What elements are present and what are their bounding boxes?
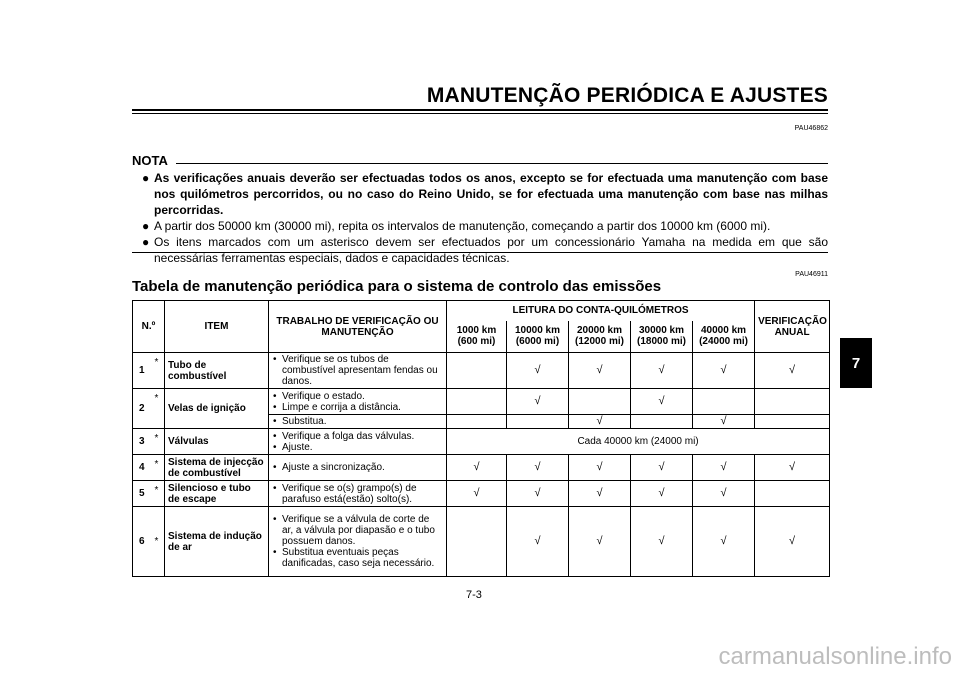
row-number: 5 — [133, 481, 155, 507]
check-cell: √ — [631, 481, 693, 507]
row-work: • Verifique se a válvula de corte de ar, a válvula por diapasão e o tubo possuem danos. • Substitua eventuais peças danificadas, caso seja necessário. — [269, 507, 447, 577]
nota-item-text: Os itens marcados com um asterisco devem ser efectuados por um concessionário Yamaha na medida em que são necessárias ferramentas especiais, dados e capacidades técnicas. — [154, 235, 828, 265]
row-number: 4 — [133, 455, 155, 481]
nota-item — [132, 218, 828, 234]
check-cell: √ — [631, 389, 693, 415]
check-cell — [631, 415, 693, 429]
check-cell: √ — [569, 455, 631, 481]
asterisk: * — [155, 507, 165, 577]
check-cell: √ — [507, 481, 569, 507]
asterisk: * — [155, 481, 165, 507]
nota-item — [132, 234, 828, 266]
row-item: Sistema de indução de ar — [165, 507, 269, 577]
asterisk: * — [155, 455, 165, 481]
check-cell — [507, 415, 569, 429]
check-cell: √ — [447, 455, 507, 481]
header-odometer: LEITURA DO CONTA-QUILÓMETROS — [447, 301, 755, 321]
interval-note: Cada 40000 km (24000 mi) — [447, 429, 830, 455]
check-cell: √ — [693, 507, 755, 577]
table-row — [133, 481, 830, 507]
header-item: ITEM — [165, 301, 269, 353]
chapter-tab: 7 — [840, 338, 872, 388]
check-cell — [569, 389, 631, 415]
nota-item-text: A partir dos 50000 km (30000 mi), repita os intervalos de manutenção, começando a partir dos 10000 km (6000 mi). — [154, 219, 771, 233]
bullet-icon: ● — [142, 219, 150, 233]
row-work: • Verifique se os tubos de combustível apresentam fendas ou danos. — [269, 353, 447, 389]
title-rule-thin — [132, 113, 828, 114]
check-cell: √ — [693, 455, 755, 481]
check-cell — [755, 415, 830, 429]
asterisk: * — [155, 353, 165, 389]
table-row — [133, 429, 830, 455]
check-cell: √ — [755, 353, 830, 389]
row-work: • Verifique o estado. • Limpe e corrija a distância. — [269, 389, 447, 415]
row-item: Silencioso e tubo de escape — [165, 481, 269, 507]
check-cell: √ — [755, 455, 830, 481]
check-cell — [755, 481, 830, 507]
header-interval: 1000 km (600 mi) — [447, 321, 507, 353]
check-cell: √ — [507, 455, 569, 481]
row-item: Tubo de combustível — [165, 353, 269, 389]
bullet-icon: ● — [142, 235, 150, 249]
row-item: Válvulas — [165, 429, 269, 455]
maintenance-table — [132, 300, 830, 577]
nota-item-text: As verificações anuais deverão ser efectuadas todos os anos, excepto se for efectuada uma manutenção com base nos quilómetros percorridos, ou no caso do Reino Unido, se for efectuada uma manutenção com base nas milhas percorridas. — [154, 171, 828, 217]
reference-code-table: PAU46911 — [795, 271, 828, 278]
nota-rule — [176, 163, 828, 164]
header-annual: VERIFICAÇÃO ANUAL — [755, 301, 830, 353]
nota-item — [132, 170, 828, 218]
row-work: • Substitua. — [269, 415, 447, 429]
nota-bottom-rule — [132, 252, 828, 253]
check-cell — [755, 389, 830, 415]
header-interval: 20000 km (12000 mi) — [569, 321, 631, 353]
asterisk: * — [155, 429, 165, 455]
check-cell: √ — [569, 415, 631, 429]
table-row — [133, 389, 830, 415]
check-cell: √ — [569, 507, 631, 577]
check-cell: √ — [507, 353, 569, 389]
section-heading: Tabela de manutenção periódica para o sistema de controlo das emissões — [132, 278, 662, 295]
header-no: N.º — [133, 301, 165, 353]
title-rule — [132, 109, 828, 111]
header-work: TRABALHO DE VERIFICAÇÃO OU MANUTENÇÃO — [269, 301, 447, 353]
table-row — [133, 353, 830, 389]
check-cell: √ — [631, 353, 693, 389]
table-row — [133, 455, 830, 481]
header-interval: 10000 km (6000 mi) — [507, 321, 569, 353]
header-interval: 30000 km (18000 mi) — [631, 321, 693, 353]
check-cell: √ — [693, 415, 755, 429]
nota-label: NOTA — [132, 153, 168, 168]
row-item: Sistema de injecção de combustível — [165, 455, 269, 481]
asterisk: * — [155, 389, 165, 429]
check-cell — [447, 415, 507, 429]
check-cell: √ — [569, 481, 631, 507]
check-cell: √ — [755, 507, 830, 577]
row-number: 2 — [133, 389, 155, 429]
row-work: • Ajuste a sincronização. — [269, 455, 447, 481]
check-cell — [447, 507, 507, 577]
row-number: 6 — [133, 507, 155, 577]
check-cell: √ — [693, 353, 755, 389]
check-cell: √ — [447, 481, 507, 507]
check-cell: √ — [507, 389, 569, 415]
row-work: • Verifique a folga das válvulas. • Ajuste. — [269, 429, 447, 455]
row-number: 3 — [133, 429, 155, 455]
check-cell: √ — [693, 481, 755, 507]
header-interval: 40000 km (24000 mi) — [693, 321, 755, 353]
page-title: MANUTENÇÃO PERIÓDICA E AJUSTES — [426, 84, 828, 107]
reference-code-top: PAU46862 — [794, 125, 828, 132]
watermark: carmanualsonline.info — [718, 643, 952, 670]
check-cell — [447, 389, 507, 415]
check-cell — [693, 389, 755, 415]
check-cell: √ — [507, 507, 569, 577]
check-cell: √ — [631, 455, 693, 481]
check-cell: √ — [569, 353, 631, 389]
page-number: 7-3 — [466, 589, 482, 601]
check-cell — [447, 353, 507, 389]
row-item: Velas de ignição — [165, 389, 269, 429]
check-cell: √ — [631, 507, 693, 577]
row-work: • Verifique se o(s) grampo(s) de parafuso está(estão) solto(s). — [269, 481, 447, 507]
table-row — [133, 507, 830, 577]
row-number: 1 — [133, 353, 155, 389]
bullet-icon: ● — [142, 171, 150, 185]
